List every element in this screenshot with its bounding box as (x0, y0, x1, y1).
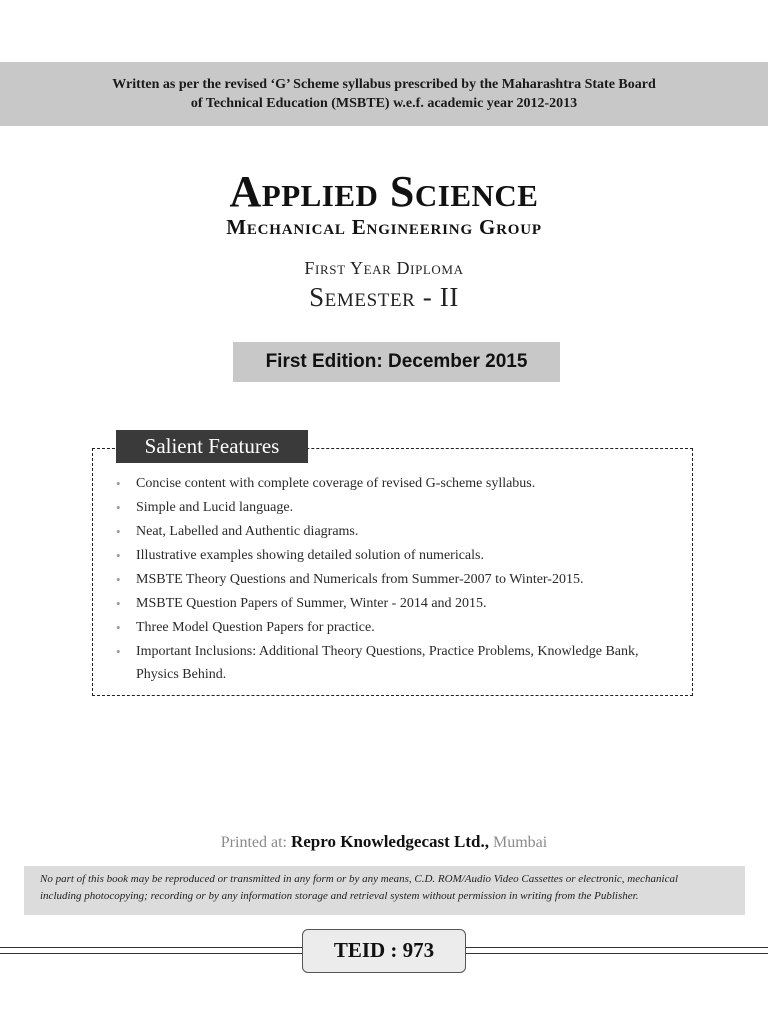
book-title: Applied Science (229, 167, 539, 216)
copyright-notice (24, 866, 745, 915)
teid-badge: TEID : 973 (302, 929, 466, 973)
notice-line-1: No part of this book may be reproduced or transmitted in any form or by any means, C.D. ROM/Audio Video Cassettes or electronic, mechanical (40, 873, 679, 885)
feature-item: • Neat, Labelled and Authentic diagrams. (116, 520, 682, 543)
bullet-icon: • (116, 644, 121, 659)
feature-item: • Illustrative examples showing detailed solution of numericals. (116, 544, 682, 567)
syllabus-banner (0, 62, 768, 126)
bullet-icon: • (116, 548, 121, 563)
salient-features-heading: Salient Features (116, 430, 308, 463)
printer-city: Mumbai (493, 834, 548, 851)
syllabus-line-2: of Technical Education (MSBTE) w.e.f. academic year 2012-2013 (190, 96, 578, 111)
feature-item: • Important Inclusions: Additional Theory Questions, Practice Problems, Knowledge Bank, Physics Behind. (116, 640, 682, 686)
printed-at-label: Printed at: (220, 834, 287, 851)
bullet-icon: • (116, 524, 121, 539)
features-list (116, 472, 682, 687)
feature-item: • Simple and Lucid language. (116, 496, 682, 519)
diploma-year: First Year Diploma (304, 258, 464, 278)
bullet-icon: • (116, 596, 121, 611)
bullet-icon: • (116, 620, 121, 635)
bullet-icon: • (116, 500, 121, 515)
bullet-icon: • (116, 476, 121, 491)
feature-item: • Three Model Question Papers for practice. (116, 616, 682, 639)
book-subtitle: Mechanical Engineering Group (226, 215, 542, 239)
printer-company: Repro Knowledgecast Ltd., (290, 832, 489, 851)
syllabus-line-1: Written as per the revised ‘G’ Scheme syllabus prescribed by the Maharashtra State Board (112, 77, 656, 92)
semester-label: Semester - II (309, 282, 459, 312)
edition-badge: First Edition: December 2015 (233, 342, 560, 382)
feature-item: • Concise content with complete coverage of revised G-scheme syllabus. (116, 472, 682, 495)
printer-line (0, 832, 768, 852)
feature-item: • MSBTE Theory Questions and Numericals from Summer-2007 to Winter-2015. (116, 568, 682, 591)
bullet-icon: • (116, 572, 121, 587)
feature-item: • MSBTE Question Papers of Summer, Winter - 2014 and 2015. (116, 592, 682, 615)
notice-line-2: including photocopying; recording or by any information storage and retrieval system without permission in writing from the Publisher. (40, 890, 639, 902)
